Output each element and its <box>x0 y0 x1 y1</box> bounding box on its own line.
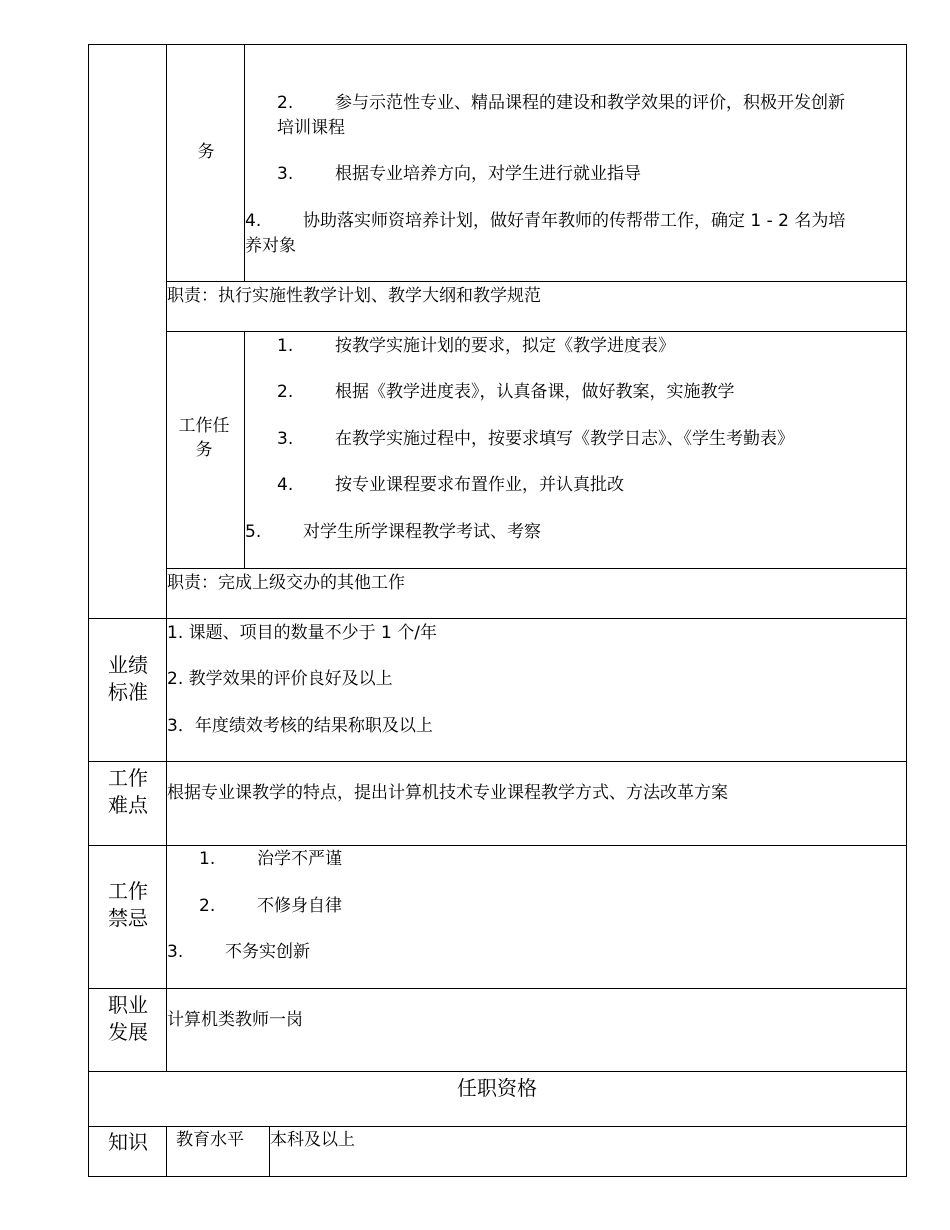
row-divider <box>166 281 907 282</box>
performance-item: 1. 课题、项目的数量不少于 1 个/年 <box>167 623 437 643</box>
difficulty-label: 工作难点 <box>108 766 148 817</box>
task2-item-4 <box>277 473 624 497</box>
item-text: 不修身自律 <box>257 896 342 916</box>
item-number: 5. <box>245 522 262 542</box>
edu-level-value: 本科及以上 <box>270 1130 355 1150</box>
edu-level-label: 教育水平 <box>176 1130 244 1150</box>
item-text: 在教学实施过程中，按要求填写《教学日志》、《学生考勤表》 <box>335 429 794 449</box>
table-left-border <box>88 44 89 1176</box>
table-right-border <box>906 44 907 1176</box>
item-text: 治学不严谨 <box>257 849 342 869</box>
task2-item-1 <box>277 334 675 358</box>
knowledge-label: 知识 <box>108 1130 148 1154</box>
difficulty-text: 根据专业课教学的特点，提出计算机技术专业课程教学方式、方法改革方案 <box>167 783 728 803</box>
item-number: 2. <box>277 382 294 402</box>
taboo-item <box>199 847 342 871</box>
task1-item-2 <box>277 91 845 115</box>
qualification-title: 任职资格 <box>457 1076 537 1100</box>
item-text: 按专业课程要求布置作业，并认真批改 <box>335 475 624 495</box>
item-number: 4. <box>277 475 294 495</box>
item-number: 3. <box>277 429 294 449</box>
row-divider <box>88 1126 907 1127</box>
row-divider <box>166 331 907 332</box>
item-text: 根据专业培养方向，对学生进行就业指导 <box>335 164 641 184</box>
table-top-border <box>88 44 907 45</box>
task1-item-3 <box>277 162 641 186</box>
item-text: 协助落实师资培养计划，做好青年教师的传帮带工作，确定 1 - 2 名为培 <box>303 211 846 231</box>
task2-item-2 <box>277 380 735 404</box>
task1-item-2-cont: 培训课程 <box>277 118 345 138</box>
item-text: 对学生所学课程教学考试、考察 <box>303 522 541 542</box>
row-divider <box>88 988 907 989</box>
task2-label: 工作任务 <box>178 416 230 460</box>
career-label: 职业发展 <box>108 993 148 1044</box>
item-number: 3. <box>277 164 294 184</box>
row-divider <box>88 761 907 762</box>
career-text: 计算机类教师一岗 <box>167 1010 303 1030</box>
label-column-divider <box>166 44 167 1071</box>
item-number: 2. <box>277 93 294 113</box>
task1-label: 务 <box>197 142 215 162</box>
task1-item-4-cont: 养对象 <box>245 236 296 256</box>
task1-item-4 <box>245 209 845 233</box>
duty-2: 职责：执行实施性教学计划、教学大纲和教学规范 <box>167 286 541 306</box>
task2-item-3 <box>277 427 794 451</box>
row-divider <box>88 1071 907 1072</box>
row-divider <box>166 568 907 569</box>
row-divider <box>88 618 907 619</box>
item-number: 1. <box>199 849 216 869</box>
item-number: 3. <box>167 942 184 962</box>
item-number: 1. <box>277 336 294 356</box>
knowledge-label-divider <box>166 1126 167 1176</box>
item-text: 不务实创新 <box>225 942 310 962</box>
performance-item: 3．年度绩效考核的结果称职及以上 <box>167 716 433 736</box>
item-text: 参与示范性专业、精品课程的建设和教学效果的评价，积极开发创新 <box>335 93 845 113</box>
item-text: 根据《教学进度表》，认真备课，做好教案，实施教学 <box>335 382 735 402</box>
taboo-item <box>167 940 310 964</box>
row-divider <box>88 845 907 846</box>
taboo-item <box>199 894 342 918</box>
duty-3: 职责：完成上级交办的其他工作 <box>167 573 405 593</box>
item-text: 按教学实施计划的要求，拟定《教学进度表》 <box>335 336 675 356</box>
item-number: 4. <box>245 211 262 231</box>
performance-label: 业绩标准 <box>108 653 148 704</box>
item-number: 2. <box>199 896 216 916</box>
table-bottom-border <box>88 1176 907 1177</box>
task2-item-5 <box>245 520 541 544</box>
taboo-label: 工作禁忌 <box>108 879 148 930</box>
performance-item: 2. 教学效果的评价良好及以上 <box>167 669 393 689</box>
